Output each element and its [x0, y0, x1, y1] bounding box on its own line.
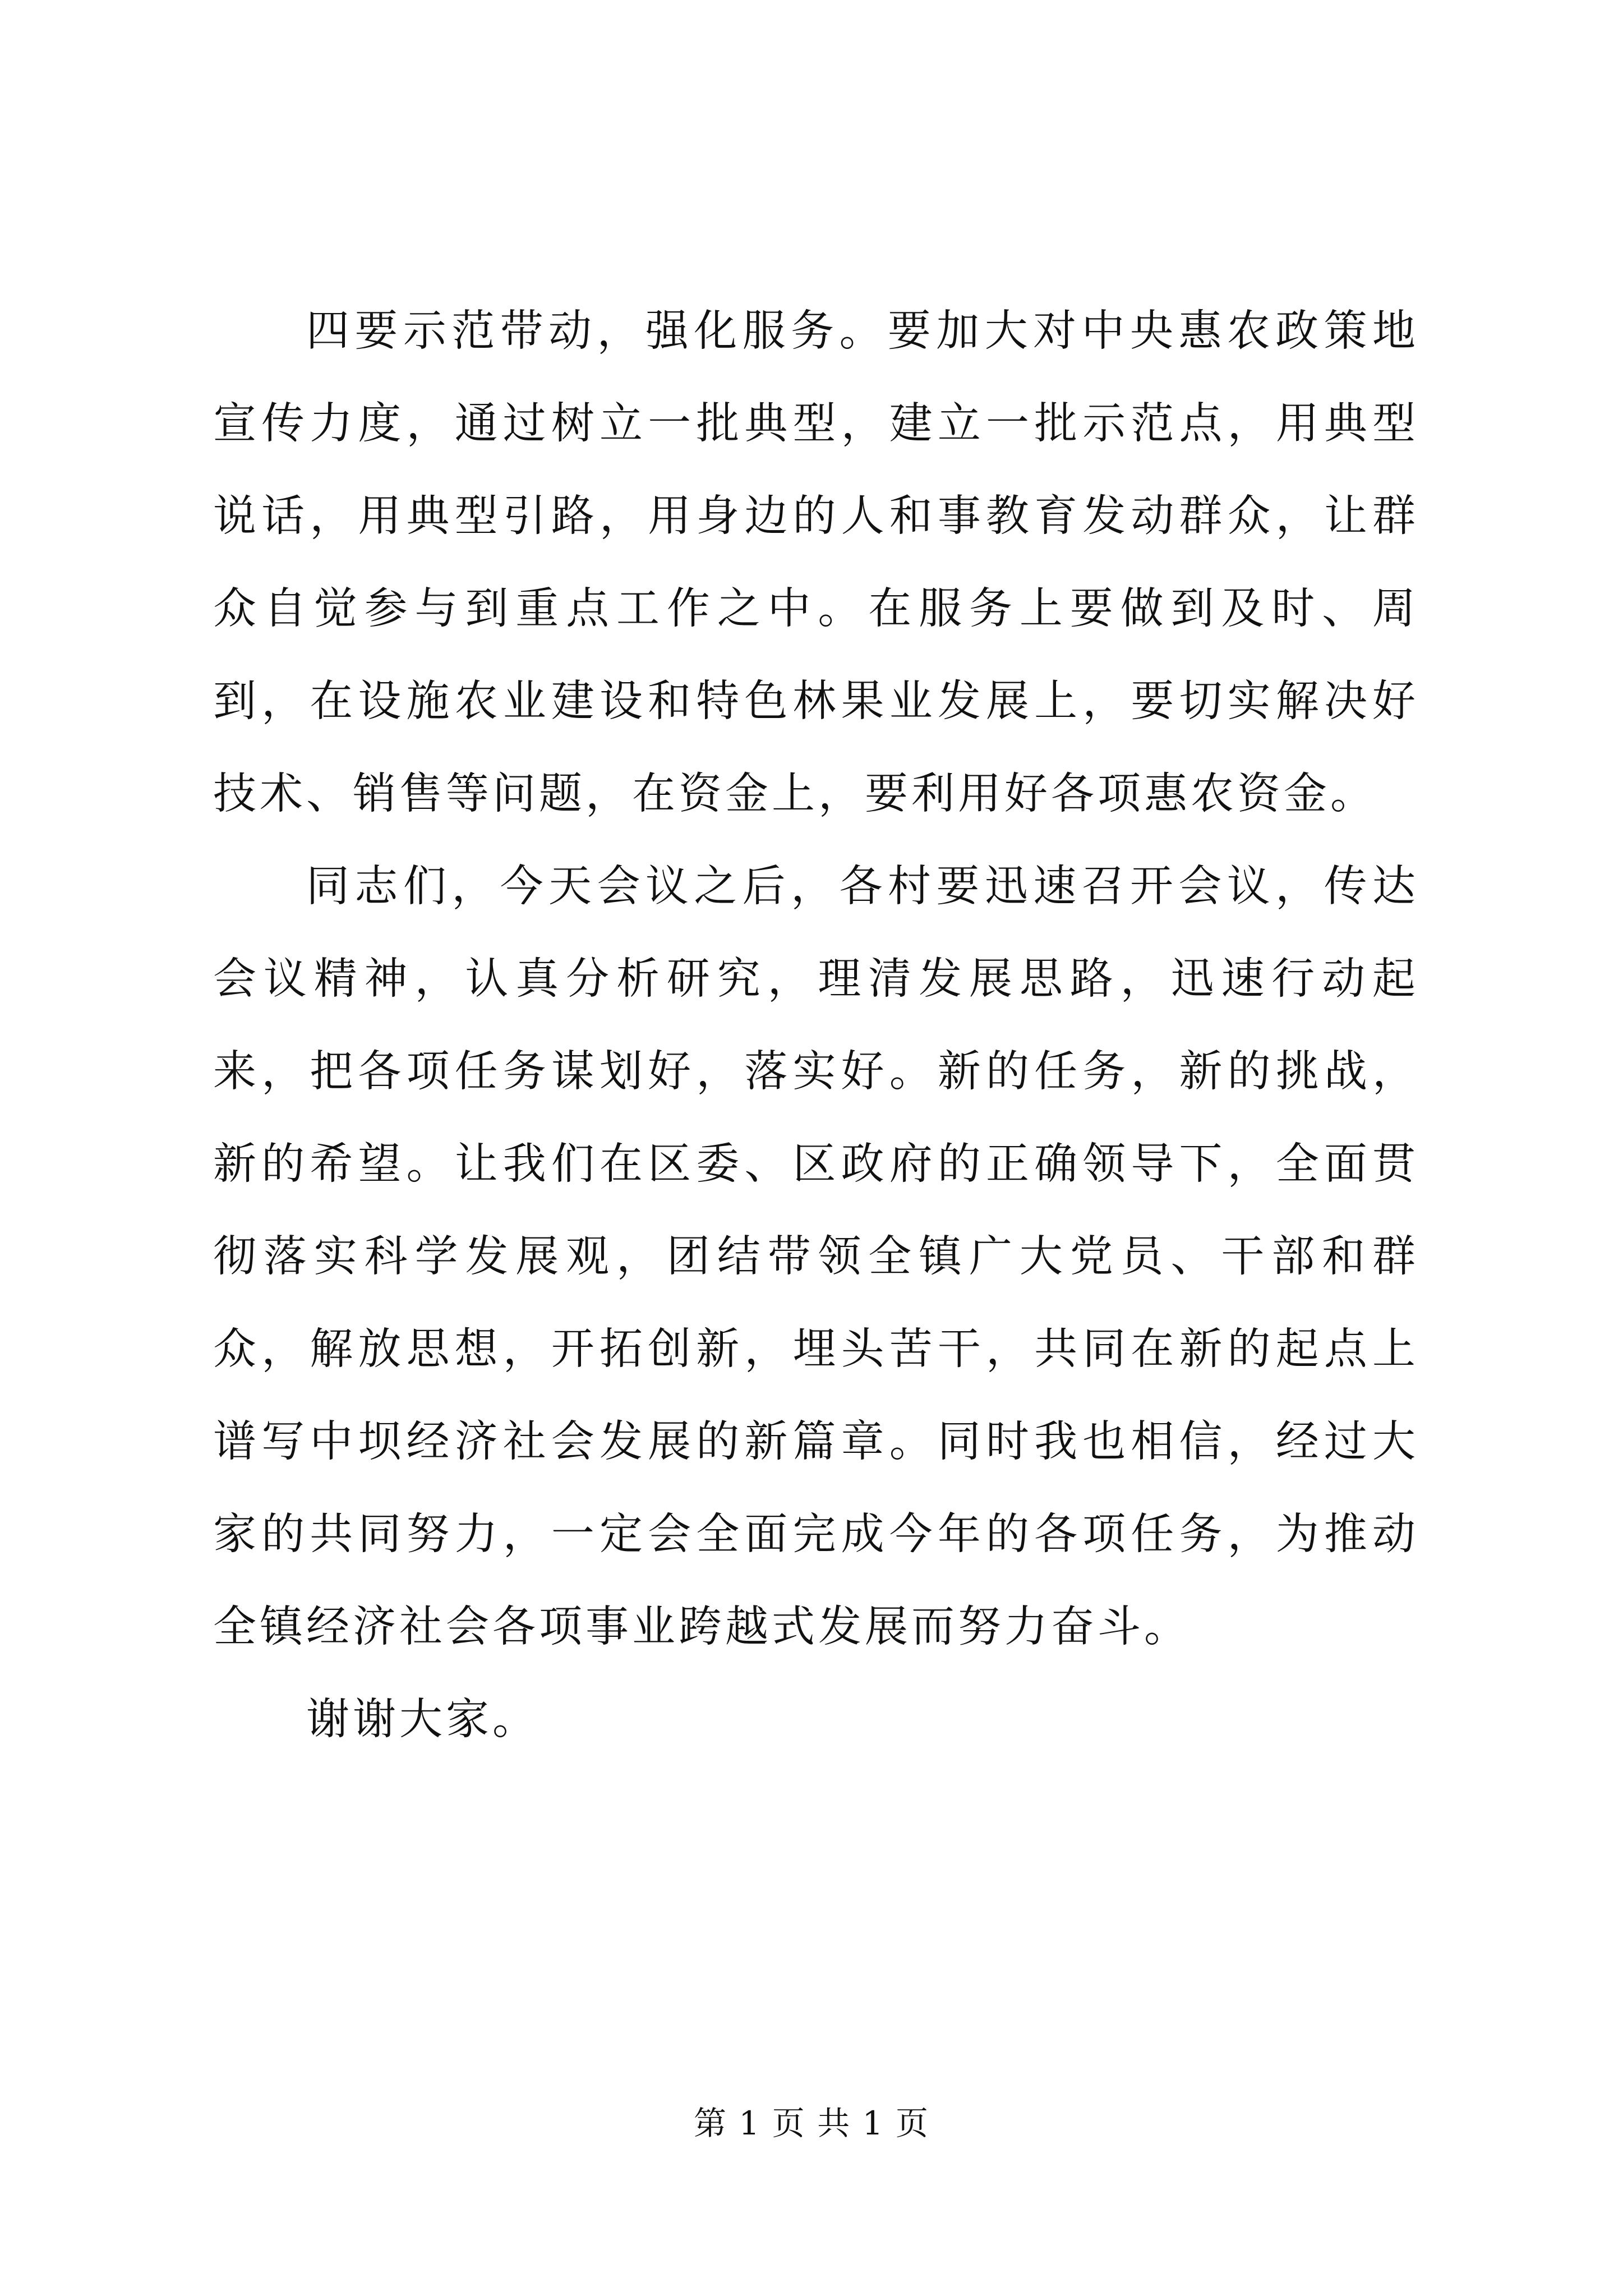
page-number-footer: 第 1 页 共 1 页 [694, 2104, 929, 2142]
paragraph-closing-call: 同志们，今天会议之后，各村要迅速召开会议，传达会议精神，认真分析研究，理清发展思路，迅速行动起来，把各项任务谋划好，落实好。新的任务，新的挑战，新的希望。让我们在区委、区政府的正确领导下，全面贯彻落实科学发展观，团结带领全镇广大党员、干部和群众，解放思想，开拓创新，埋头苦干，共同在新的起点上谱写中坝经济社会发展的新篇章。同时我也相信，经过大家的共同努力，一定会全面完成今年的各项任务，为推动全镇经济社会各项事业跨越式发展而努力奋斗。 [213, 862, 1419, 1652]
paragraph-demonstration-service: 四要示范带动，强化服务。要加大对中央惠农政策地宣传力度，通过树立一批典型，建立一批示范点，用典型说话，用典型引路，用身边的人和事教育发动群众，让群众自觉参与到重点工作之中。在服务上要做到及时、周到，在设施农业建设和特色林果业发展上，要切实解决好技术、销售等问题，在资金上，要利用好各项惠农资金。 [213, 306, 1419, 819]
paragraph-thanks: 谢谢大家。 [306, 1695, 539, 1745]
document-body [213, 285, 1419, 1766]
